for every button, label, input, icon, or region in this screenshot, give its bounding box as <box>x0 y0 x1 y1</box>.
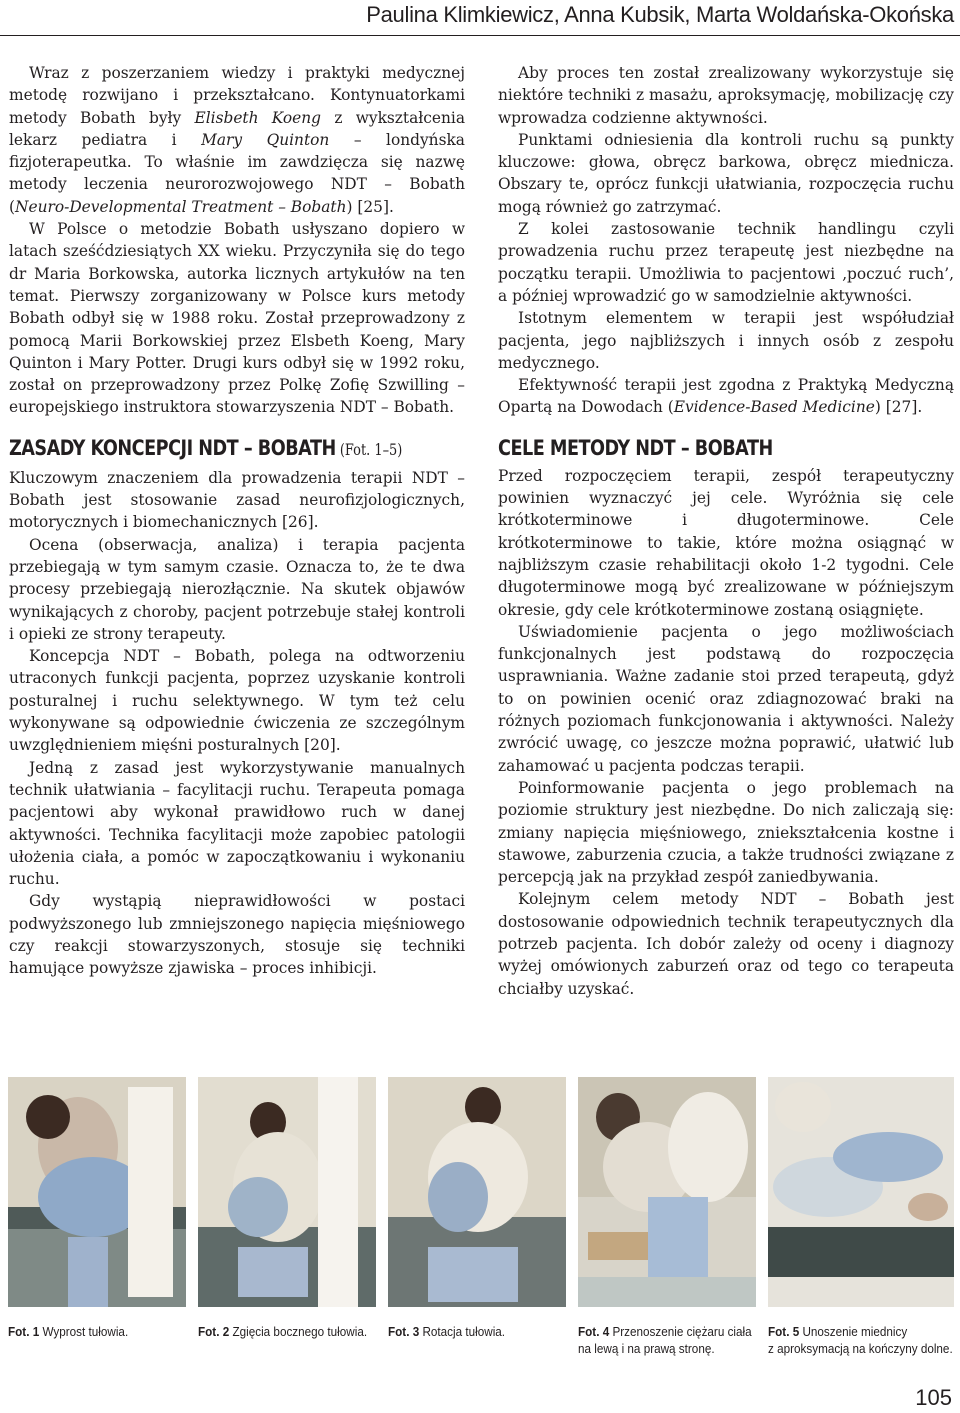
text-run-italic: Elisbeth Koeng <box>194 108 322 127</box>
figure-caption <box>8 1323 128 1340</box>
figure-caption-text: na lewą i na prawą stronę. <box>578 1341 715 1356</box>
figure-caption-text: Unoszenie miednicy <box>802 1324 908 1339</box>
figure-label: Fot. 3 <box>388 1324 420 1339</box>
photo-3 <box>388 1077 566 1307</box>
photo-1 <box>8 1077 186 1307</box>
figure-caption <box>768 1323 953 1357</box>
right-column <box>498 62 954 1000</box>
paragraph: Punktami odniesienia dla kontroli ruchu są punkty kluczowe: głowa, obręcz barkowa, obręcz miednicza. Obszary te, oprócz funkcji ułatwiania, rozpoczęcia ruchu mogą również go zatrzymać. <box>498 130 954 216</box>
text-run: – londyńska fizjoterapeutka. To właśnie im zawdzięcza się nazwę metody leczenia neurorozwojowego NDT – Bobath ( <box>9 130 465 216</box>
text-run-italic: Neuro-Developmental Treatment – Bobath <box>15 197 347 216</box>
text-run-italic: Mary Quinton <box>201 130 330 149</box>
paragraph: Gdy wystąpią nieprawidłowości w postaci podwyższonego lub zmniejszonego napięcia mięśniowego czy reakcji stowarzyszonych, stosuje się techniki hamujące powyższe zjawiska – proces inhibicji. <box>9 892 465 978</box>
paragraph <box>498 374 954 419</box>
paragraph: Kluczowym znaczeniem dla prowadzenia terapii NDT – Bobath jest stosowanie zasad neurofizjologicznych, motorycznych i biomechanicznych [26]. <box>9 468 465 532</box>
page-number: 105 <box>915 1385 952 1410</box>
paragraph <box>9 62 465 218</box>
figure-caption <box>388 1323 505 1340</box>
paragraph: W Polsce o metodzie Bobath usłyszano dopiero w latach sześćdziesiątych XX wieku. Przyczyniła się do tego dr Maria Borkowska, autorka licznych artykułów na ten temat. Pierwszy zorganizowany w Polsce kurs metody Bobath odbył się w 1988 roku. Został przeprowadzony z pomocą Marii Borkowskiej przez Elsbeth Koeng, Mary Quinton i Mary Potter. Drugi kurs odbył się w 1992 roku, został on przeprowadzony przez Polkę Zofię Szwilling – europejskiego instruktora stowarzyszenia NDT – Bobath. <box>9 220 465 417</box>
text-run: z wykształcenia lekarz pediatra i <box>9 108 465 149</box>
text-run: Wraz z poszerzaniem wiedzy i praktyki medycznej metodę rozwijano i przekształcano. Kontynuatorkami metody Bobath były <box>9 64 465 127</box>
paragraph: Uświadomienie pacjenta o jego możliwościach funkcjonalnych jest podstawą do rozpoczęcia usprawniania. Ważne zadanie stoi przed terapeutą, gdyż to on powinien ocenić oraz zdiagnozować braki na różnych poziomach funkcjonowania i aktywności. Należy zwrócić uwagę, co jeszcze można poprawić, ułatwić lub zahamować u pacjenta podczas terapii. <box>498 622 954 775</box>
heading-figure-ref: (Fot. 1–5) <box>335 440 403 459</box>
photo-5 <box>768 1077 954 1307</box>
header-rule <box>0 35 960 36</box>
text-run: Efektywność terapii jest zgodna z Praktyką Medyczną Opartą na Dowodach ( <box>498 376 954 417</box>
section-heading <box>9 435 403 463</box>
figure-caption-text: Wyprost tułowia. <box>42 1324 129 1339</box>
figure-caption-text: z aproksymacją na kończyny dolne. <box>768 1341 953 1356</box>
left-column <box>9 62 465 980</box>
photo-4 <box>578 1077 756 1307</box>
figure-caption <box>578 1323 752 1357</box>
text-run: ) [27]. <box>874 398 923 417</box>
text-run: ) [25]. <box>346 197 394 216</box>
figure-caption-text: Przenoszenie ciężaru ciała <box>612 1324 752 1339</box>
text-run-italic: Evidence-Based Medicine <box>673 398 875 417</box>
figure-caption-text: Zgięcia bocznego tułowia. <box>232 1324 368 1339</box>
paragraph: Ocena (obserwacja, analiza) i terapia pacjenta przebiegają w tym samym czasie. Oznacza to, że te dwa procesy przebiegają nierozłącznie. Na skutek objawów wynikających z choroby, pacjent potrzebuje stałej kontroli i opieki ze strony terapeuty. <box>9 535 465 643</box>
paragraph: Jedną z zasad jest wykorzystywanie manualnych technik ułatwiania – facylitacji ruchu. Terapeuta pomaga pacjentowi aby wykonał prawidłowo ruch w danej aktywności. Technika facylitacji może zapobiec patologii ułożenia ciała, a pomóc w zapoczątkowaniu i wykonaniu ruchu. <box>9 758 465 889</box>
figure-label: Fot. 2 <box>198 1324 230 1339</box>
figure-label: Fot. 5 <box>768 1324 800 1339</box>
paragraph: Z kolei zastosowanie technik handlingu czyli prowadzenia ruchu przez terapeutę jest niezbędne na początku terapii. Umożliwia to pacjentowi ‚poczuć ruch’, a później wprowadzić go w samodzielnie aktywności. <box>498 220 954 305</box>
figure-caption <box>198 1323 367 1340</box>
heading-text: ZASADY KONCEPCJI NDT – BOBATH <box>9 435 336 460</box>
paragraph: Aby proces ten został zrealizowany wykorzystuje się niektóre techniki z masażu, aproksymację, mobilizację czy wprowadza codzienne aktywności. <box>498 64 954 127</box>
paragraph: Istotnym elementem w terapii jest współudział pacjenta, jego najbliższych i innych osób z zespołu medycznego. <box>498 309 954 372</box>
running-header <box>0 0 960 36</box>
paragraph: Poinformowanie pacjenta o jego problemach na poziomie struktury jest niezbędne. Do nich zaliczają się: zmiany napięcia mięśniowego, zniekształcenia kostne i stawowe, zaburzenia czucia, a także trudności związane z percepcją jak na przykład zespół zaniedbywania. <box>498 778 954 887</box>
paragraph: Kolejnym celem metody NDT – Bobath jest dostosowanie odpowiednich technik terapeutycznych dla potrzeb pacjenta. Ich dobór zależy od oceny i diagnozy wyżej omówionych zaburzeń oraz od tego co terapeuta chciałby uzyskać. <box>498 890 954 998</box>
photo-2 <box>198 1077 376 1307</box>
figure-label: Fot. 1 <box>8 1324 40 1339</box>
section-heading <box>498 435 881 461</box>
paragraph: Koncepcja NDT – Bobath, polega na odtworzeniu utraconych funkcji pacjenta, poprzez uzyskanie kontroli posturalnej i ruchu selektywnego. W tym też celu wykonywane są odpowiednie ćwiczenia ze szczególnym uwzględnieniem mięśni posturalnych [20]. <box>9 647 465 755</box>
figure-label: Fot. 4 <box>578 1324 610 1339</box>
heading-text: CELE METODY NDT – BOBATH <box>498 435 773 460</box>
figure-caption-text: Rotacja tułowia. <box>422 1324 506 1339</box>
header-authors: Paulina Klimkiewicz, Anna Kubsik, Marta Woldańska-Okońska <box>366 2 954 27</box>
paragraph: Przed rozpoczęciem terapii, zespół terapeutyczny powinien wyznaczyć jej cele. Wyróżnia się cele krótkoterminowe i długoterminowe. Cele krótkoterminowe to takie, które można osiągnąć w najbliższym czasie rehabilitacji około 1-2 tygodni. Cele długoterminowe mogą być zrealizowane w późniejszym okresie, gdy cele krótkoterminowe zostaną osiągnięte. <box>498 466 954 619</box>
